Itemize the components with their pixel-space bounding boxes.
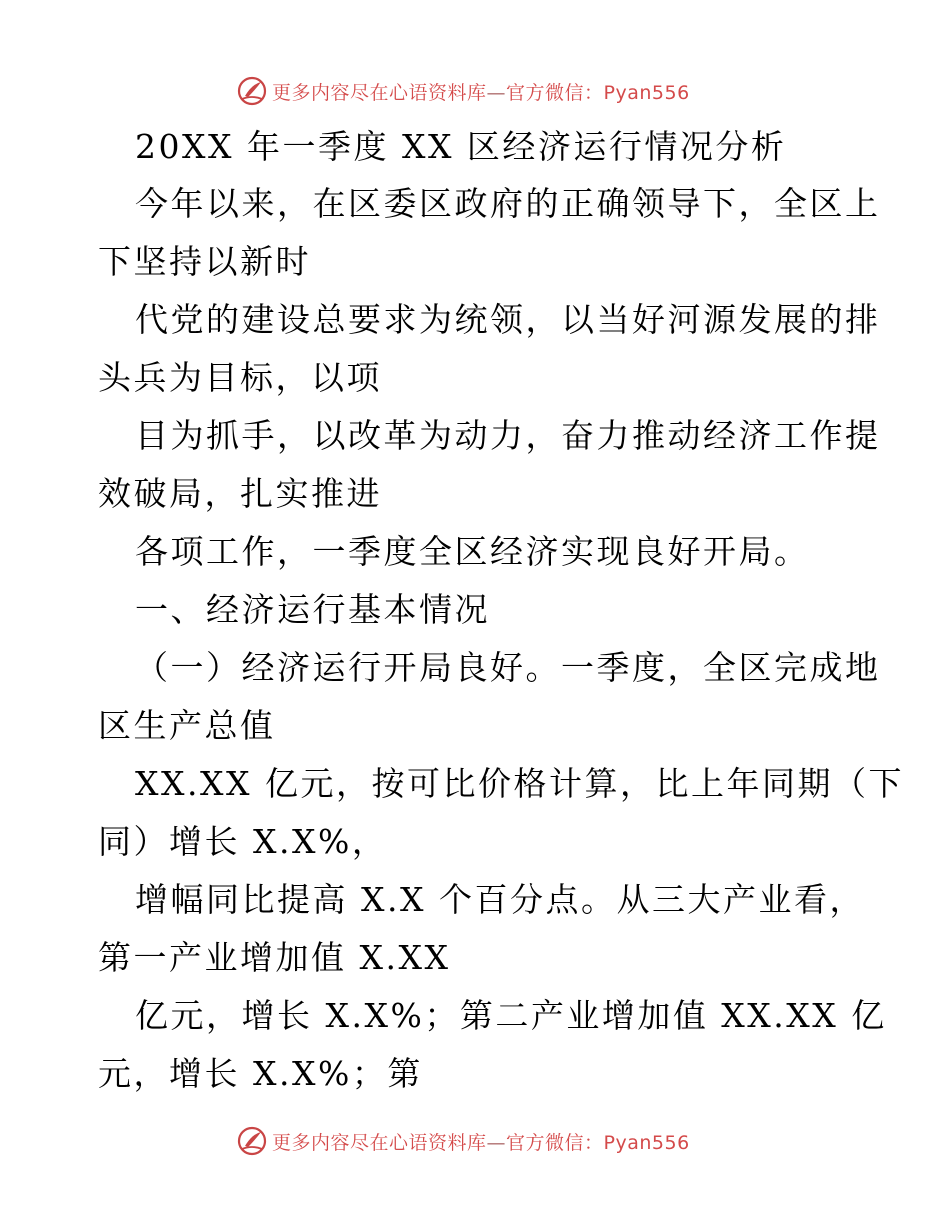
paragraph-line: 今年以来，在区委区政府的正确领导下，全区上 xyxy=(135,184,881,223)
watermark-text: 更多内容尽在心语资料库—官方微信：Pyan556 xyxy=(272,81,690,104)
paragraph-line: 同）增长 X.X%， xyxy=(98,822,388,861)
paragraph-line: 代党的建设总要求为统领，以当好河源发展的排 xyxy=(135,300,881,339)
paragraph-line: 第一产业增加值 X.XX xyxy=(98,938,451,977)
watermark-text: 更多内容尽在心语资料库—官方微信：Pyan556 xyxy=(272,1131,690,1154)
paragraph-line: 目为抓手，以改革为动力，奋力推动经济工作提 xyxy=(135,416,881,455)
paragraph-line: 头兵为目标，以项 xyxy=(98,358,382,397)
paragraph-line: 区生产总值 xyxy=(98,706,276,745)
watermark-header xyxy=(236,71,690,111)
paragraph-line: 各项工作，一季度全区经济实现良好开局。 xyxy=(135,532,810,571)
paragraph-line: 效破局，扎实推进 xyxy=(98,474,382,513)
paragraph-line: XX.XX 亿元，按可比价格计算，比上年同期（下 xyxy=(135,764,904,803)
watermark-footer xyxy=(236,1121,690,1161)
paragraph-line: （一）经济运行开局良好。一季度，全区完成地 xyxy=(135,648,881,687)
document-title: 20XX 年一季度 XX 区经济运行情况分析 xyxy=(135,127,787,166)
book-quill-logo-icon xyxy=(236,75,268,107)
section-heading: 一、经济运行基本情况 xyxy=(135,590,490,629)
paragraph-line: 元，增长 X.X%；第 xyxy=(98,1054,423,1093)
paragraph-line: 增幅同比提高 X.X 个百分点。从三大产业看， xyxy=(135,880,865,919)
paragraph-line: 亿元，增长 X.X%；第二产业增加值 XX.XX 亿 xyxy=(135,996,887,1035)
paragraph-line: 下坚持以新时 xyxy=(98,242,311,281)
book-quill-logo-icon xyxy=(236,1125,268,1157)
